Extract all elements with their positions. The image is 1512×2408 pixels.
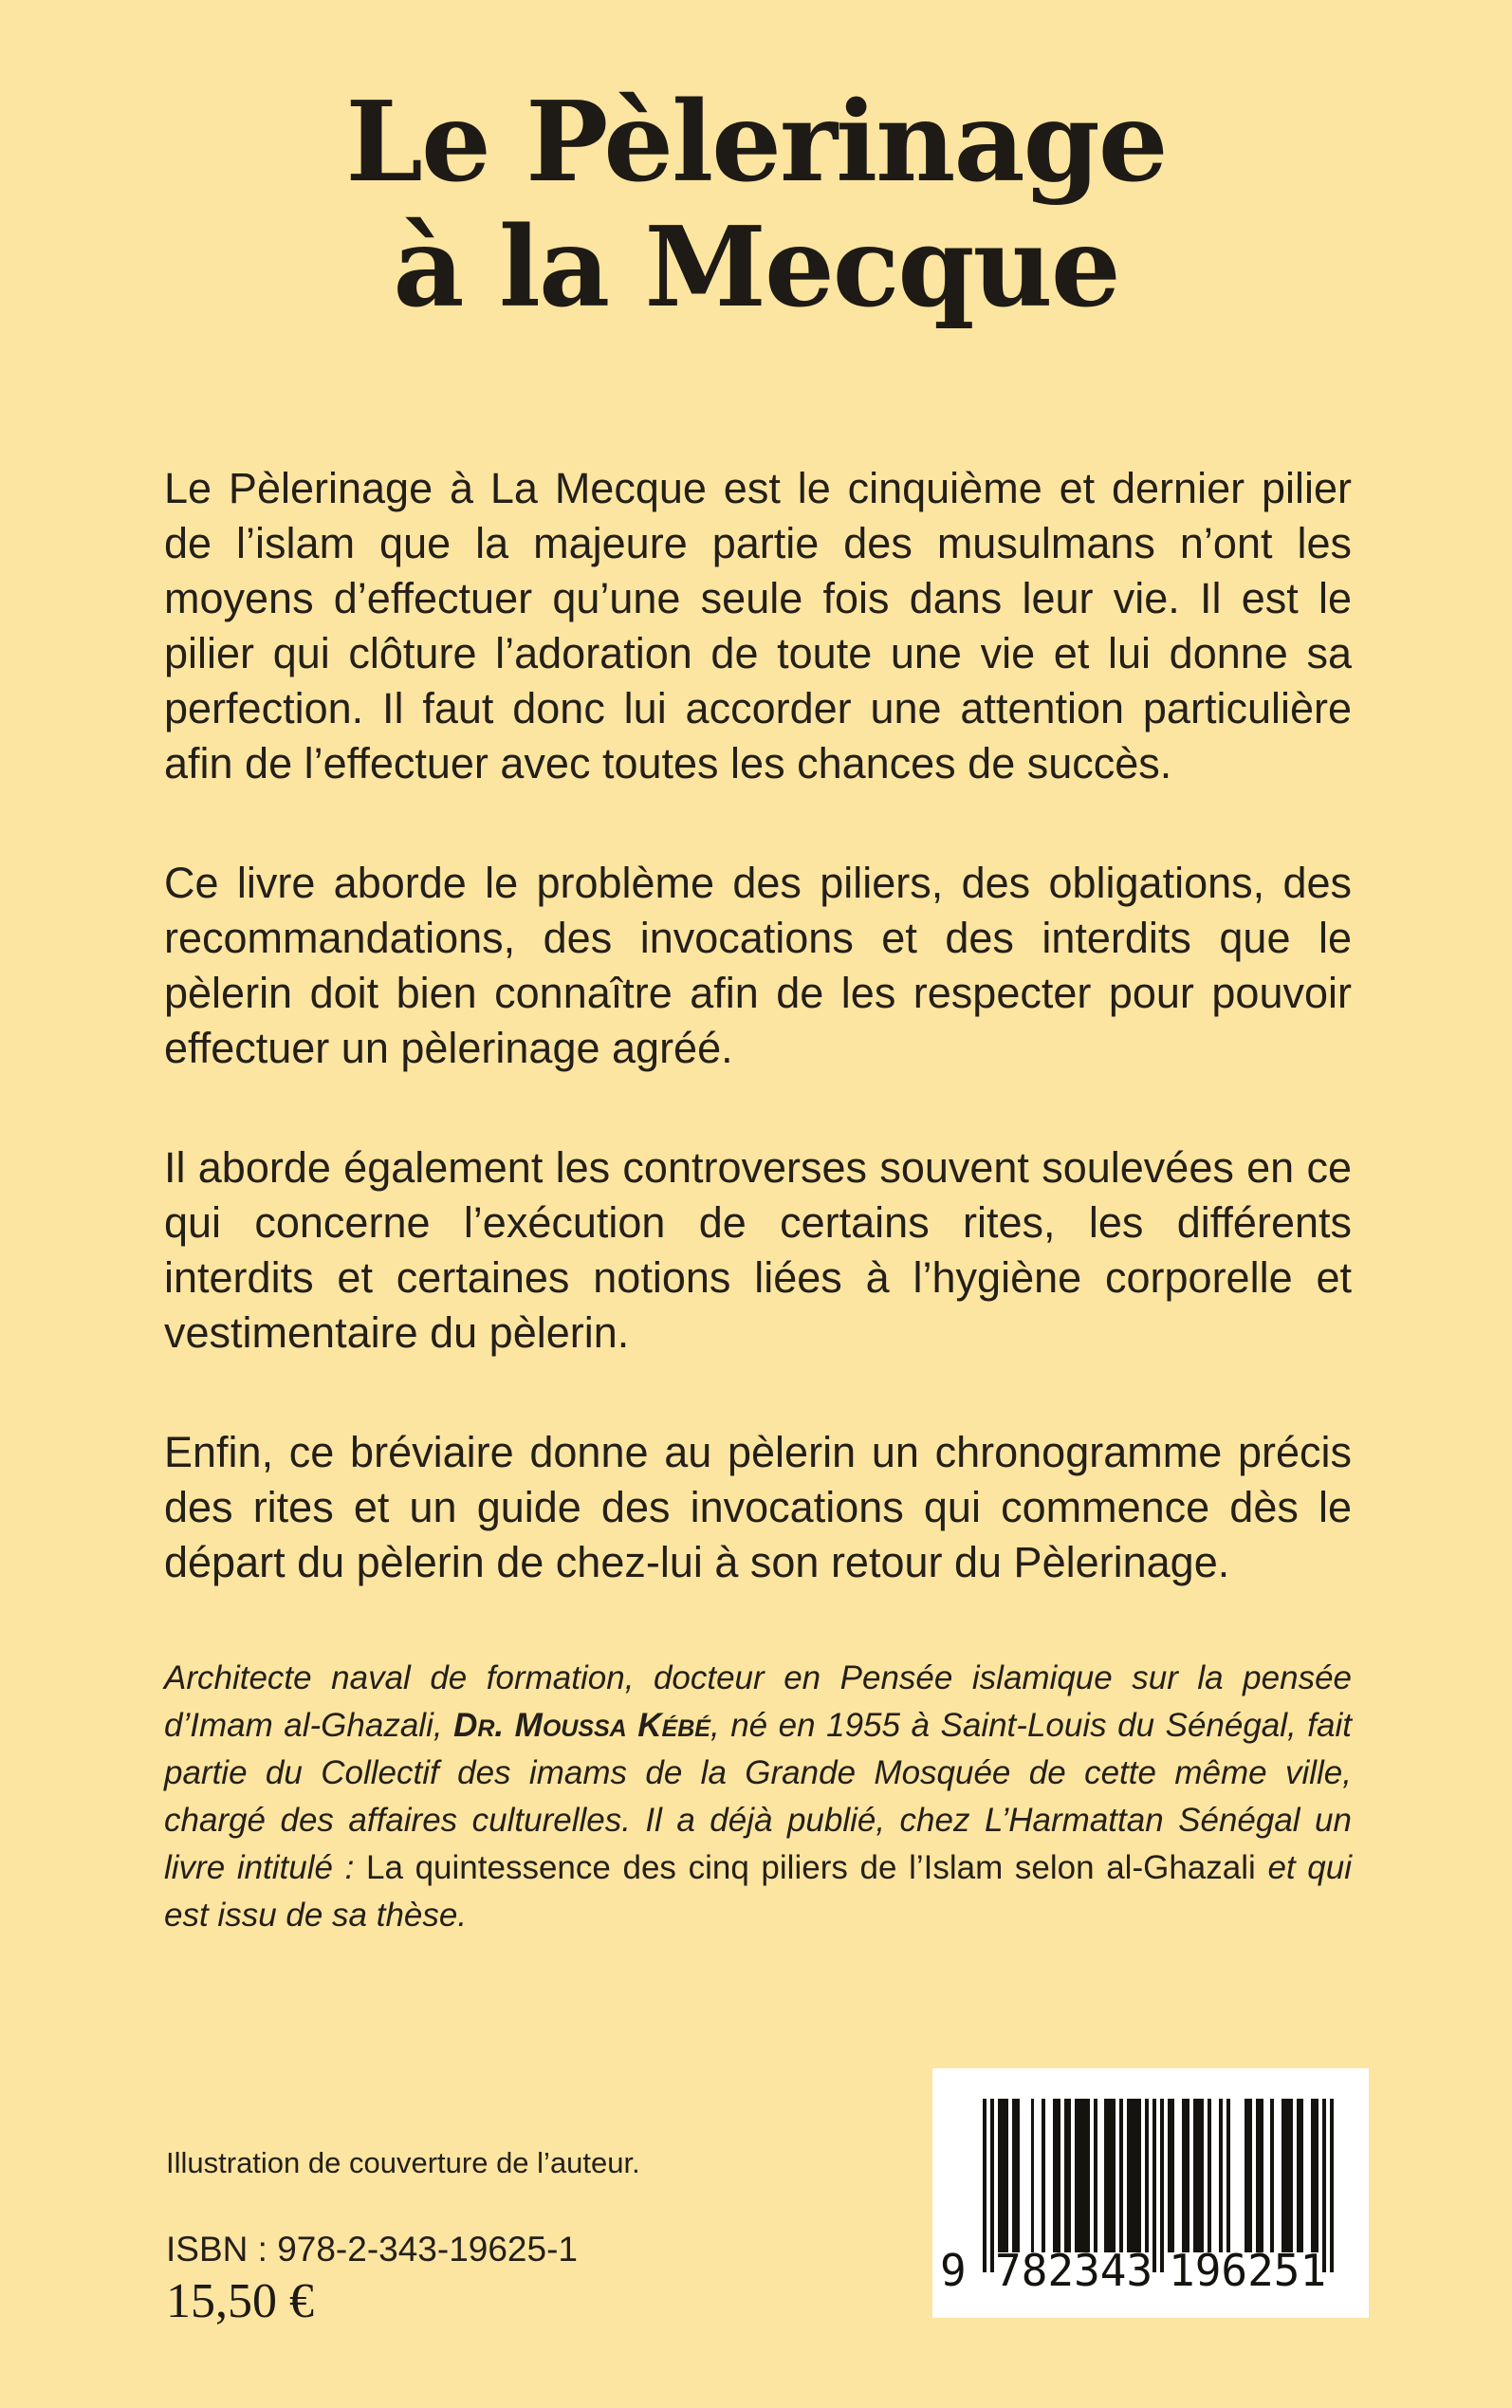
- barcode-digits-group-1: 782343: [995, 2245, 1153, 2296]
- price-text: 15,50 €: [166, 2274, 314, 2328]
- author-bio: [164, 1655, 1352, 1939]
- synopsis-paragraph-2: Ce livre aborde le problème des piliers, des obligations, des recommandations, des invocations et des interdits que le pèlerin doit bien connaître afin de les respecter pour pouvoir effectuer un pèlerinage agréé.: [164, 859, 1352, 1072]
- previous-book-title: La quintessence des cinq piliers de l’Islam selon al-Ghazali: [366, 1849, 1256, 1886]
- synopsis-paragraph-4: Enfin, ce bréviaire donne au pèlerin un chronogramme précis des rites et un guide des invocations qui commence dès le départ du pèlerin de chez-lui à son retour du Pèlerinage.: [164, 1428, 1352, 1586]
- book-title: [0, 80, 1512, 330]
- book-title-line-1: Le Pèlerinage: [345, 78, 1167, 207]
- author-bio-text-3: et qui est issu de sa thèse.: [164, 1849, 1352, 1934]
- author-bio-text-1: Architecte naval de formation, docteur en Pensée islamique sur la pensée d’Imam al-Ghazali,: [164, 1659, 1352, 1744]
- illustration-credit: Illustration de couverture de l’auteur.: [166, 2146, 640, 2179]
- barcode: [932, 2068, 1369, 2318]
- synopsis-paragraph-3: Il aborde également les controverses souvent soulevées en ce qui concerne l’exécution de certains rites, les différents interdits et certaines notions liées à l’hygiène corporelle et vestimentaire du pèlerin.: [164, 1143, 1352, 1357]
- barcode-digit-first: 9: [940, 2245, 967, 2296]
- author-bio-text-2: , né en 1955 à Saint-Louis du Sénégal, fait partie du Collectif des imams de la Grande Mosquée de cette même ville, chargé des affaires culturelles. Il a déjà publié, chez L’Harmattan Sénégal un livre intitulé :: [164, 1707, 1352, 1886]
- barcode-digits-group-2: 196251: [1169, 2245, 1327, 2296]
- synopsis-paragraph-1: Le Pèlerinage à La Mecque est le cinquième et dernier pilier de l’islam que la majeure partie des musulmans n’ont les moyens d’effectuer qu’une seule fois dans leur vie. Il est le pilier qui clôture l’adoration de toute une vie et lui donne sa perfection. Il faut donc lui accorder une attention particulière afin de l’effectuer avec toutes les chances de succès.: [164, 464, 1352, 787]
- synopsis: [164, 461, 1352, 2004]
- author-name: Dr. Moussa Kébé: [453, 1707, 710, 1744]
- isbn-text: ISBN : 978-2-343-19625-1: [166, 2230, 578, 2269]
- book-title-line-2: à la Mecque: [393, 203, 1119, 332]
